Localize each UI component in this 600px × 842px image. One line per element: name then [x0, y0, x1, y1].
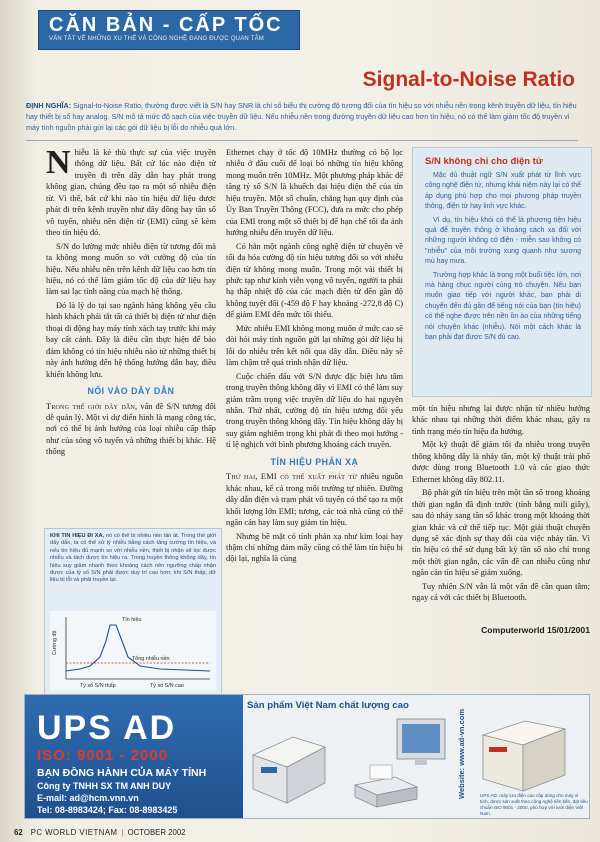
- paragraph: Ethernet chạy ở tốc độ 10MHz thường có bộ lọc nhiễu ở đầu cuối để loại bỏ những tín hiệu không mong muốn trên 10MHz. Một phương pháp khác để tăng tỷ số S/N là khuếch đại hiệu điện thế của tín hiệu truyền. Một số chuẩn, chẳng hạn quy định của Ủy Ban Truyền Thông (FCC), đưa ra mức cho phép của EMI trong một số thiết bị để hạn chế tối đa ảnh hưởng nhiễu đến truyền dữ liệu.: [226, 148, 403, 238]
- magazine-name: PC WORLD VIETNAM: [30, 828, 118, 837]
- paragraph: Một kỹ thuật để giảm tối đa nhiễu trong truyền thông không dây là nhảy tần, một kỹ thuật trải phổ được dùng trong Bluetooth 1.0 và các giao thức Ethernet không dây 802.11.: [412, 440, 590, 484]
- definition-label: ĐỊNH NGHĨA:: [26, 101, 72, 110]
- label-strength: Cường độ: [52, 630, 58, 655]
- ad-website: Website: www.ad-vn.com: [457, 708, 466, 799]
- paragraph: Ví dụ, tín hiệu khói có thể là phương tiện hiệu quả để truyền thông ở khoảng cách xa đối với những người không có điện - miễn sao không có "nhiễu" của môi trường xung quanh như sương mù hay mưa.: [425, 216, 581, 266]
- issue-date: OCTOBER 2002: [127, 828, 186, 837]
- paragraph: Bộ phát gửi tín hiệu trên một tần số trong khoảng thời gian ngắn đã định trước (tính bằng mili giây), sau đó nhảy sang tần số khác trong một khoảng thời gian khác và cứ thế tiếp tục. Một giải thuật chuyên dụng sẽ xác định sự thay đổi của việc nhảy tần. Vì tín hiệu có thể sử dụng bất kỳ tần số nào chỉ trong một thời gian ngắn, các vấn đề can nhiễu cũng như ngăn cản tín hiệu sẽ giảm xuống.: [412, 488, 590, 578]
- article-title: Signal-to-Noise Ratio: [362, 68, 575, 91]
- section-subtitle: VẤN TẮT VỀ NHỮNG XU THẾ VÀ CÔNG NGHỆ ĐANG ĐƯỢC QUAN TÂM: [49, 36, 264, 42]
- definition-text: Signal-to-Noise Ratio, thường được viết là S/N hay SNR là chỉ số biểu thị cường độ tương đối của tín hiệu so với nhiễu nền trong kênh truyền dữ liệu, tín hiệu hay thiết bị số hay analog. S/N mô tả mức độ sạch của việc truyền dữ liệu. Nếu nhiễu nền trong đường truyền dữ liệu cao hơn tín hiệu, nó có thể làm giảm tốc độ truyền vì máy tính nguồn phải gửi lại các gói dữ liệu bị lỗi do nhiễu quá lớn.: [26, 101, 577, 133]
- label-signal: Tín hiệu: [122, 617, 142, 623]
- ad-tagline: Sản phẩm Việt Nam chất lượng cao: [247, 700, 409, 711]
- label-noise: Tổng nhiễu nền: [132, 656, 170, 662]
- paragraph: Cuộc chiến đấu với S/N được đặc biệt lưu tâm trong truyền thông không dây vì EMI có thể làm suy giảm trầm trọng việc truyền dữ liệu do hai nguyên nhân. Thứ nhất, cường độ tín hiệu tương đối yếu trong truyền thông không dây. Tín hiệu không dây bị suy giảm nghiêm trọng khi phát đi theo mọi hướng - tỉ lệ nghịch với bình phương khoảng cách truyền.: [226, 371, 403, 450]
- advertisement: [24, 694, 590, 819]
- paragraph: Thứ hai, EMI có thể xuất phát từ nhiều nguồn khác nhau, kể cả trong môi trường tự nhiên. Đường dây dẫn điện và trạm phát vô tuyến có thể tạo ra một khối lượng lớn EMI; tương, các toà nhà cũng có thể ngăn cản hay làm suy giảm tín hiệu.: [226, 472, 403, 528]
- printer-icon: [355, 765, 417, 807]
- article-byline: Computerworld 15/01/2001: [481, 625, 590, 635]
- divider-line: [26, 140, 578, 141]
- figure-box: [44, 528, 222, 698]
- paragraph: Trong thế giới dây dẫn, vấn đề S/N tương đối dễ quản lý. Một vì dự điển hình là mạng công tác, nơi có thể bị ảnh hưởng của loại nhiễu cấp thấp như của sóng vô tuyến và những thiết bị khác. Hệ thống: [46, 401, 216, 457]
- footer-separator: |: [121, 828, 124, 837]
- label-high-snr: Tỷ số S/N cao: [150, 683, 184, 689]
- page-number: 62: [14, 828, 23, 837]
- paragraph: Mặc dù thuật ngữ S/N xuất phát từ lĩnh vực công nghệ điện tử, nhưng khái niệm này lại có thể áp dụng phù hợp cho mọi phương pháp truyền thông, điện tử hay linh vực khác.: [425, 172, 581, 211]
- section-title: CĂN BẢN - CẤP TỐC: [49, 14, 283, 36]
- ad-phone: Tel: 08-8983424; Fax: 08-8983425: [37, 805, 178, 815]
- ad-slogan: BẠN ĐỒNG HÀNH CỦA MÁY TÍNH: [37, 767, 207, 779]
- article-column-1: [46, 147, 216, 525]
- paragraph: Trường hợp khác là trong một buổi tiệc lớn, nơi mà hàng chục người cùng trò chuyện. Nếu bạn muốn giao tiếp với người khác, bạn phải di chuyển đến đủ gần để tiếng nói của bạn (tín hiệu) có thể nghe được trên nền ồn ào của những tiếng nói chuyện khác (nhiễu). Nói một cách khác là bạn phải đạt được S/N đủ cao.: [425, 271, 581, 342]
- sidebar-box: [412, 147, 592, 397]
- paragraph: một tín hiệu nhưng lại được nhận từ nhiều hướng khác nhau tại những thời điểm khác nhau, gây ra tình trạng méo tín hiệu đa hướng.: [412, 404, 590, 436]
- ups-large-icon: [483, 721, 565, 791]
- ad-email: E-mail: ad@hcm.vnn.vn: [37, 793, 139, 803]
- paragraph: S/N đo lường mức nhiễu điện từ tương đối mà ta không mong muốn so với cường độ của tín hiệu. Nếu nhiễu nền trên kênh dữ liệu cao hơn tín hiệu, nó có thể làm giảm tốc độ của dữ liệu hay làm sai lạc tính năng của mạch hệ thống.: [46, 241, 216, 297]
- ups-tower-icon: [253, 737, 325, 803]
- snr-diagram: [50, 611, 216, 691]
- paragraph: Nhiễu là kẻ thù thực sự của việc truyền thông dữ liệu. Bất cứ lúc nào điện tử truyền đi trên dây dẫn hay phát trong không gian, chúng đều tạo ra một số nhiễu điện từ. Vì thế, bất cứ khi nào tín hiệu dữ liệu được phát đi trên kênh truyền như dây đồng hay tần số vô tuyến, nhiễu nền điện từ (EMI) cũng sẽ kèm theo tín hiệu đó.: [46, 147, 216, 238]
- label-low-snr: Tỷ số S/N thấp: [80, 683, 116, 689]
- subheading: NỐI VÀO DÂY DẪN: [87, 386, 175, 397]
- paragraph: Tuy nhiên S/N vẫn là một vấn đề cần quan tâm; ngay cả với các thiết bị Bluetooth.: [412, 581, 590, 603]
- figure-caption: KHI TÍN HIỆU ĐI XA, nó có thể bị nhiễu nền lấn át. Trong thế giới dây dẫn, ta có thể xử lý nhiễu bằng cách tăng cường tín hiệu, và nếu tín hiệu đủ mạnh so với nhiễu nền, thiết bị nhận sẽ lọc được nhiễu và tách được tín hiệu ra. Trong truyền thông không dây, tín hiệu suy giảm nhanh theo khoảng cách nên ngưỡng chấp nhận được của tỷ số S/N phải được duy trì cao hơn; khi S/N thấp, dữ liệu bị lỗi và phải truyền lại.: [50, 533, 216, 584]
- ad-brand-logo: UPS AD: [37, 709, 177, 747]
- ad-brand-panel: [25, 695, 243, 819]
- sidebar-text: [425, 171, 581, 344]
- paragraph: Mức nhiễu EMI không mong muốn ở mức cao sẽ đòi hỏi máy tính nguồn gửi lại những gói dữ liệu bị lỗi do nhiễu trên kết nối qua dây dẫn. Điều này sẽ làm chậm trễ quá trình nhận dữ liệu.: [226, 323, 403, 368]
- ad-description: UPS AD: máy lưu điện cao cấp dùng cho máy vi tính, được sản xuất theo công nghệ tiên tiến, đạt tiêu chuẩn ISO 9001 - 2000, phù hợp với lưới điện Việt Nam.: [480, 793, 588, 816]
- definition-paragraph: [26, 100, 578, 134]
- paragraph: Đó là lý do tại sao ngành hàng không yêu cầu hành khách phải tắt tất cả thiết bị điện tử như điện thoại di động hay máy tính xách tay trước khi máy bay cất cánh. Đây là điều cần thực hiện để bảo đảm không có tín hiệu nhiễu nào từ những thiết bị này ảnh hưởng đến hệ thống hướng dẫn bay, điều khiển không lưu.: [46, 300, 216, 379]
- paragraph: Nhưng bề mặt có tính phản xạ như kim loại hay thậm chí những đám mây cũng có thể làm tín hiệu bị dội lại, nghĩa là cùng: [226, 531, 403, 564]
- page-footer: [14, 828, 314, 837]
- sidebar-title: S/N không chỉ cho điện tử: [425, 156, 543, 167]
- section-banner: [38, 10, 300, 50]
- paragraph: Có hẳn một ngành công nghệ điện tử chuyên về tối đa hóa cường độ tín hiệu tương đối so với nhiễu điện từ không mong muốn. Trong một vài thiết bị phức tạp như kính viễn vọng vô tuyến, người ta phải hạ thấp nhiệt độ của các mạch điện tử đến gần độ không tuyệt đối (-459 độ F hay khoảng -272,8 độ C) để giảm EMI đến mức tối thiểu.: [226, 241, 403, 320]
- ad-company: Công ty TNHH SX TM ANH DUY: [37, 781, 172, 791]
- subheading: TÍN HIỆU PHẢN XẠ: [270, 456, 359, 467]
- ad-iso-badge: ISO: 9001 - 2000: [37, 747, 169, 764]
- drop-cap: N: [46, 147, 71, 181]
- monitor-icon: [397, 719, 445, 765]
- article-column-3: [412, 403, 590, 623]
